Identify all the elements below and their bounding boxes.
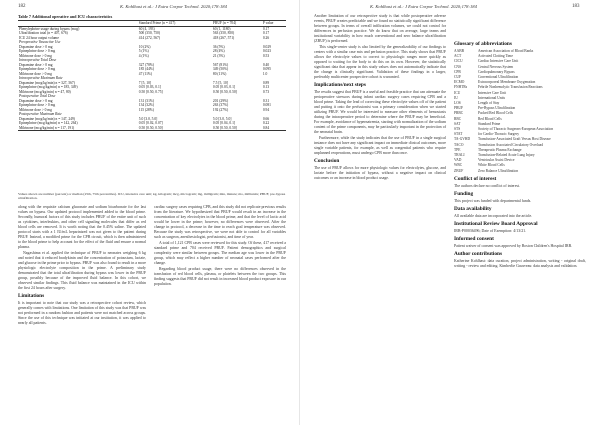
table-cell: 5.0 [3.0, 5.0]: [138, 116, 158, 121]
glossary-abbr: TPE: [454, 147, 461, 152]
glossary-term: Society of Thoracic Surgeons-European Association: [478, 127, 554, 132]
glossary-term: Extracorporeal Membrane Oxygenation: [478, 80, 536, 85]
section-heading: Limitations: [18, 293, 45, 299]
table-cell: 7 [5, 10]: [138, 80, 152, 85]
table-caption: Table 7 Additional operative and ICU characteristics: [18, 14, 113, 19]
table-cell: Ultrafiltration total (n = 407, 676): [19, 31, 68, 35]
paragraph: This single-center study is also limited by the generalizability of our findings to centers with a similar case mix and perfusion practice. This study shows that PBUF allows the electrolyte values to correct to physiologic ranges more quickly as opposed to waiting for the body to do this on its own. However, the statistically significant data that appear in this study values does not automatically indicate that the change is clinically significant. Validation of these findings in a larger, preferably multicenter prospective cohort is warranted.: [314, 45, 446, 79]
table-cell: 263 (37%): [212, 103, 229, 107]
table-cell: 0.73: [262, 89, 270, 94]
section-heading: Institutional Review Board Approval: [454, 220, 538, 227]
paragraph: A total of 1,121 CPB cases were reviewed for this study. Of these, 417 received a standard prime and 704 received PBUF. Patient demographics and surgical complexity were similar between groups. The median age was lower in the PBUF group, which may reflect a higher number of neonatal cases performed after the change.: [154, 241, 286, 265]
table-cell: 1.0: [262, 71, 268, 76]
section-heading: Author contributions: [454, 250, 503, 257]
table-cell: 4 (1%): [138, 53, 149, 58]
table-cell: Epinephrine (mcg/kg/min) n = 185, 349): [19, 85, 78, 89]
glossary-term: Activated Clotting Time: [478, 54, 513, 59]
paragraph: All available data are incorporated into the article.: [454, 213, 533, 218]
paragraph: cardiac surgery cases requiring CPB, and this study did not replicate previous results from the literature. We hypothesized that PBUF would result in an increase in the concentration of key electrolytes in the blood prime, and that the level of lactic acid would be lower in the prime; however, no differences were observed. After the change in protocol, a decrease in the time to reach goal temperature was observed. Because the study was retrospective, we were not able to control for all variables such as surgeon, anesthesiologist, perfusionist, and time of year.: [154, 205, 286, 239]
table-header: PBUF (n = 704): [212, 21, 262, 27]
section-heading: Implications/next steps: [314, 82, 366, 88]
table-cell: Intraoperative Maximum Rate: [19, 76, 63, 80]
table-cell: Postoperative Total Dose: [19, 94, 56, 98]
glossary-term: Intensive Care Unit: [478, 90, 507, 95]
table-cell: 327 (78%): [138, 62, 155, 67]
table-cell: Epinephrine dose > 0 mg: [19, 67, 56, 71]
table-cell: 0.17: [262, 31, 270, 35]
table-cell: Milrinone (mcg/kg/min) n = 47, 80): [19, 89, 71, 94]
glossary-term: American Association of Blood Banks: [478, 49, 534, 53]
glossary-term: Therapeutic Plasma Exchange: [478, 147, 522, 152]
table-cell: 0.89: [262, 80, 270, 85]
glossary-abbr: ZBUF: [454, 168, 464, 173]
table-cell: 0.13: [262, 85, 270, 89]
page-number: 183: [572, 4, 580, 9]
glossary-term: Zero Balance Ultrafiltration: [478, 168, 519, 173]
table-cell: 0.05 [0.04, 0.1]: [212, 121, 236, 125]
table-cell: 47 (11%): [138, 71, 153, 76]
paragraph: along with the requisite calcium gluconate and sodium bicarbonate for the last values on bypass. Our updated protocol implemented added to the blood prime. Secondly, humoral factors of this study includes PBUF of the entire unit of such as cytokines, interleukins, and other cell signaling molecules that differ as red blood cells are removed. It is worth noting that the 0.45% saline. The updated protocol starts with a 1 IU/mL heparinized was not given to the patient during PBUF. Instead, a modified prime for the CPB circuit, which is then administered to the blood prime to help account for the effect of the fluid and ensure a normal plasma.: [18, 205, 146, 249]
glossary-term: International Units: [478, 95, 506, 100]
paragraph: Katherine Kohlhast: data curation, project administration, writing - original draft, writing - review and editing. Kimberlie Gauvreau: data analysis and validation.: [454, 258, 586, 268]
glossary-term: Ventricular Assist Device: [478, 158, 515, 163]
table-cell: 80 (11%): [212, 71, 227, 76]
glossary-abbr: TRALI: [454, 153, 465, 158]
glossary-abbr: CICU: [454, 59, 463, 64]
table-cell: 0.05 [0.02, 0.07]: [138, 121, 163, 125]
section-heading: Informed consent: [454, 235, 494, 242]
table-cell: 36 (5%): [212, 44, 225, 49]
glossary-term: Conventional Ultrafiltration: [478, 75, 519, 80]
glossary-abbr: LOS: [454, 101, 461, 106]
table-cell: 349 (50%): [212, 67, 229, 71]
page-number: 182: [18, 4, 26, 9]
glossary-abbr: TACO: [454, 142, 464, 147]
glossary-list: [454, 49, 586, 174]
section-heading: Funding: [454, 190, 474, 197]
paragraph: It is important to note that our study was a retrospective cohort review, which generally comes with limitations. One limitation of this study was that PBUF was not performed in a random fashion and patients were not matched across groups. Since the use of this technique was initiated at our institution, it was applied to nearly all patients.: [18, 301, 146, 325]
right-column-1: [314, 14, 446, 182]
table-cell: Intraoperative Total Dose: [19, 58, 57, 62]
table-cell: Epinephrine dose > 0 mg: [19, 103, 56, 107]
left-column-2: [154, 205, 286, 288]
table-cell: ICU 24 hour output volume: [19, 35, 59, 40]
table-cell: 0.029: [262, 44, 271, 49]
table-cell: 0.023: [262, 49, 271, 53]
table-cell: Preoperative Vasoactive Use: [19, 40, 61, 44]
right-column-2: [454, 14, 586, 270]
table-cell: Dopamine (mcg/kg/min) n = 327, 567): [19, 80, 75, 85]
table-cell: 0.50 [0.50, 0.50]: [212, 126, 262, 131]
glossary-abbr: ACT: [454, 54, 462, 59]
table-note: Values shown are number (percent) or median (25th, 75th percentiles). ICU, intensive care unit; kg, kilogram; mcg, microgram; mg, milligram; min, minute; mo, milliunits; PBUF, pre-bypass ultrafiltration.: [18, 192, 286, 201]
table-cell: 201 (29%): [212, 98, 229, 103]
glossary-abbr: FNHTRs: [454, 85, 468, 90]
glossary-term: Transfusion-Related Acute Lung Injury: [478, 153, 535, 158]
table-cell: 28 (4%): [212, 49, 225, 53]
table-cell: Dopamine dose > 0 mg: [19, 44, 53, 49]
section-heading: Conclusion: [314, 158, 340, 164]
section-heading: Data availability: [454, 205, 492, 212]
table-cell: 0.84: [262, 126, 286, 131]
table-cell: 414 (272, 567): [138, 35, 161, 40]
glossary-term: Transfusion-Associated Graft Versus Host Disease: [478, 137, 551, 142]
table-cell: 0.26: [262, 35, 270, 40]
table-cell: 0.94: [262, 107, 270, 112]
glossary-term: Red Blood Cells: [478, 116, 502, 121]
table-cell: 418 (267, 571): [212, 35, 235, 40]
glossary-abbr: TA-GVHD: [454, 137, 471, 142]
table-cell: 185 (44%): [138, 67, 155, 71]
section-heading: Glossary of abbreviations: [454, 41, 512, 47]
table-cell: 0.05 [0.03, 0.1]: [138, 85, 161, 89]
table-cell: 0.17: [262, 26, 270, 31]
right-page: [300, 0, 600, 425]
glossary-abbr: PRBC: [454, 111, 464, 116]
glossary-term: Central Nervous System: [478, 64, 514, 69]
table-cell: 5.0 [3.0, 5.0]: [212, 116, 232, 121]
table-cell: 5 (1%): [138, 49, 149, 53]
table-cell: Milrinone dose > 0 mg: [19, 71, 52, 76]
characteristics-table: [18, 20, 286, 131]
glossary-abbr: PBUF: [454, 106, 463, 111]
glossary-term: Length of Stay: [478, 101, 500, 106]
glossary-term: Pre-Bypass Ultrafiltration: [478, 106, 516, 111]
table-cell: 567 (81%): [212, 62, 229, 67]
table-cell: Dopamine dose > 0 mg: [19, 62, 53, 67]
table-cell: 0.50 [0.50, 0.75]: [138, 89, 163, 94]
paragraph: The use of PBUF allows for more physiologic values for electrolytes, glucose, and lactate before the initiation of bypass, without a negative impact on clinical outcomes or an increase in blood product usage.: [314, 166, 446, 180]
table-cell: 0.31: [262, 98, 270, 103]
glossary-abbr: ICU: [454, 90, 461, 95]
table-cell: 115 (28%): [138, 107, 154, 112]
glossary-term: Cardiac Intensive Care Unit: [478, 59, 519, 64]
paragraph: The results suggest that PBUF is a useful and feasible practice that can attenuate the perioperative stressors during infant cardiac surgery cases requiring CPB and a blood prime. Taking the lead of correcting these electrolyte values off of the patient and putting it onto the perfusionist was a primary consideration when we started utilizing PBUF. We would be interested to measure other elements of hemostasis during the intraoperative period to determine where the PBUF may be beneficial. For example, avoidance of hypernatremia, starting with normalization of the sodium content of the prime components, may be particularly important in the protection of the neonatal brain.: [314, 90, 446, 134]
glossary-abbr: AABB: [454, 49, 464, 53]
left-column-1: [18, 205, 146, 327]
table-cell: 192 (27%): [212, 107, 229, 112]
paragraph: Nagashima et al. applied the technique of PBUF to neonates weighing 6 kg and noted that it reduced bradykinin and the concentration of potassium, lactate, and glucose in the prime prior to bypass. PBUF was also found to result in a more physiologic electrolyte composition in the prime. A preliminary study demonstrated that the total ultrafiltration during bypass was lower in the PBUF group, possibly because of the improved fluid balance. In this cohort, we observed similar findings. This fluid balance was maintained in the ICU within the first 24 hours after surgery.: [18, 251, 146, 290]
glossary-term: White Blood Cells: [478, 163, 505, 168]
running-head: K. Kohlhast et al.: J Extra Corpor Technol. 2020;178:184: [120, 4, 227, 9]
glossary-abbr: RBC: [454, 116, 462, 121]
table-cell: 0.095: [262, 67, 271, 71]
paragraph: Another limitation of our retrospective study is that while postoperative adverse events, PBUF creates predictable and we found no statistically significant difference between groups. In terms of overall infiltration volumes, we could not control for differences in perfusion practice. We do know that on average, large teams and institutional variability in how much conventional and zero balance ultrafiltration (ZBUF) is performed.: [314, 14, 446, 43]
paragraph: The authors declare no conflict of interest.: [454, 183, 521, 188]
glossary-abbr: ECMO: [454, 80, 465, 85]
table-cell: Milrinone (mcg/kg/min) n = 117, 191): [18, 126, 138, 131]
table-cell: 131 (31%): [138, 98, 155, 103]
table-cell: Epinephrine (mcg/kg/min) n = 142, 264): [19, 121, 78, 125]
table-cell: 0.081: [262, 103, 271, 107]
glossary-abbr: STAT: [454, 132, 463, 137]
table-cell: 134 (32%): [138, 103, 155, 107]
glossary-abbr: VAD: [454, 158, 462, 163]
table-cell: 60 (1, 1180): [212, 26, 231, 31]
glossary-abbr: IU: [454, 95, 458, 100]
table-header: Standard Prime (n = 417): [138, 21, 212, 27]
table-cell: 0.05 [0.03, 0.1]: [212, 85, 236, 89]
table-cell: 10 (2%): [138, 44, 151, 49]
table-cell: 0.50 [0.50, 0.50]: [138, 126, 212, 131]
glossary-item: [454, 169, 586, 174]
glossary-term: Febrile Nonhemolytic Transfusion Reactions: [478, 85, 543, 90]
paragraph: IRB-P00036496; Date of Exemption: 4/13/21.: [454, 228, 527, 233]
paragraph: Regarding blood product usage, there were no differences observed in the transfusion of red blood cells, plasma, or platelets between the two groups. This finding suggests that PBUF did not result in increased blood product exposure in our population.: [154, 267, 286, 286]
table-cell: 500 (350, 750): [138, 31, 161, 35]
paragraph: Furthermore, while the study indicates that the use of PBUF in a single surgical instance does not have any significant impact on immediate clinical outcomes, more single variable patients, for example, as well as congenital patients who require unplanned reoperations, must undergo CPB more than once.: [314, 136, 446, 155]
table-row: [18, 126, 286, 131]
glossary-term: for Cardio-Thoracic Surgery: [478, 132, 520, 137]
paragraph: This project was funded with departmental funds.: [454, 198, 532, 203]
table-cell: Phenylephrine usage during bypass (mcg): [19, 26, 80, 31]
running-head: K. Kohlhast et al.: J Extra Corpor Technol. 2020;178:184: [370, 4, 477, 9]
glossary-abbr: STS: [454, 127, 461, 132]
table-cell: 0.66: [262, 116, 270, 121]
table-cell: 7.5 [5, 10]: [212, 80, 228, 85]
glossary-abbr: SAT: [454, 121, 461, 126]
glossary-abbr: CPB: [454, 69, 461, 74]
table-cell: 563 (350, 850): [212, 31, 235, 35]
table-cell: 0.53: [262, 53, 270, 58]
table-cell: 0.50 [0.50, 0.50]: [212, 89, 237, 94]
glossary-abbr: WBC: [454, 163, 463, 168]
glossary-abbr: CNS: [454, 64, 461, 69]
table-cell: Milrinone dose > 0 mg: [19, 53, 52, 58]
table-cell: Milrinone dose > 0 mg: [19, 107, 52, 112]
glossary-term: Packed Red Blood Cells: [478, 111, 514, 116]
table-header: P value: [262, 21, 286, 27]
table-cell: Epinephrine dose > 0 mg: [19, 49, 56, 53]
glossary-term: Cardiopulmonary Bypass: [478, 69, 515, 74]
table-cell: 21 (3%): [212, 53, 225, 58]
section-heading: Conflict of interest: [454, 175, 497, 182]
glossary-abbr: CUF: [454, 75, 461, 80]
table-cell: 0.22: [262, 121, 270, 125]
paragraph: Patient waiver of consent was approved by Boston Children's Hospital IRB.: [454, 243, 573, 248]
table-cell: 0.40: [262, 62, 270, 67]
table-cell: Postoperative Maximum Rate: [19, 112, 62, 116]
glossary-term: Standard Prime: [478, 121, 501, 126]
table-cell: 60 (4, 193): [138, 26, 155, 31]
table-cell: Dopamine dose > 0 mg: [19, 98, 53, 103]
table-cell: Dopamine (mcg/kg/min) n = 147, 249): [19, 116, 75, 121]
glossary-term: Transfusion Associated Circulatory Overload: [478, 142, 544, 147]
